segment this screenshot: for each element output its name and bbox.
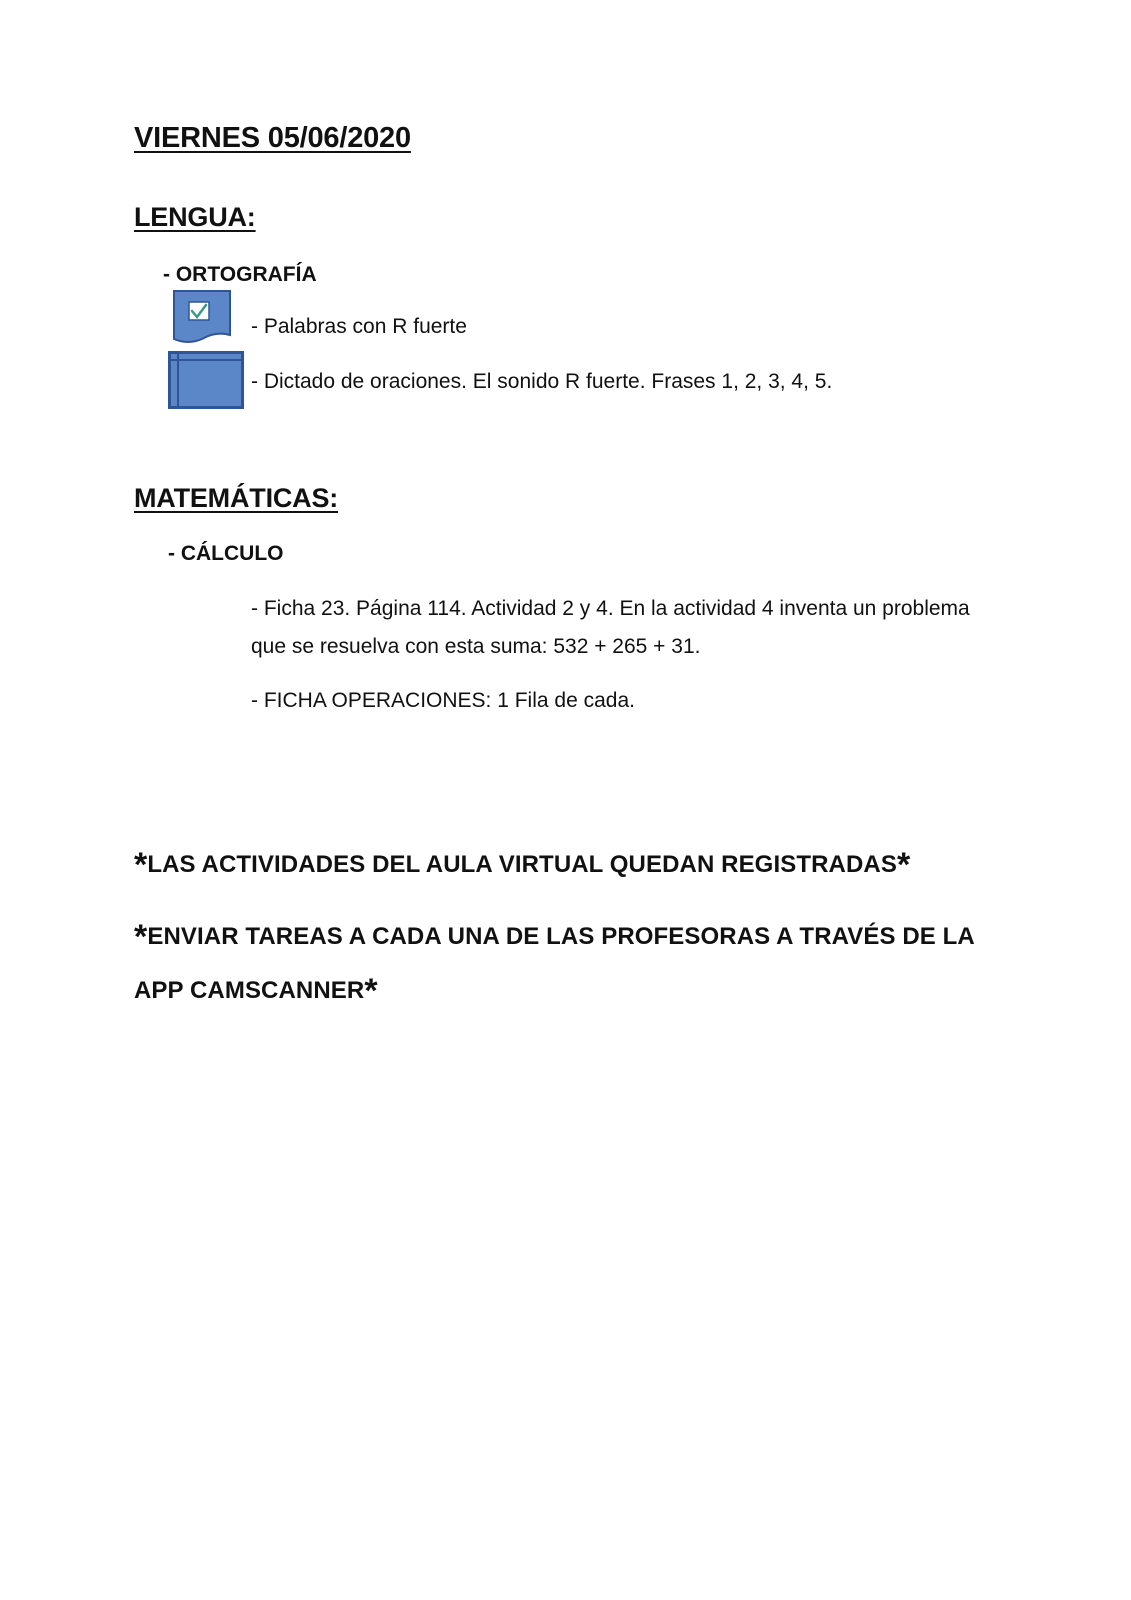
asterisk: * [134, 918, 148, 956]
notebook-icon [168, 351, 244, 409]
notice-text: LAS ACTIVIDADES DEL AULA VIRTUAL QUEDAN REGISTRADAS [147, 851, 897, 878]
lengua-heading: LENGUA: [134, 202, 256, 232]
lengua-subheading: - ORTOGRAFÍA [163, 263, 317, 286]
matematicas-heading: MATEMÁTICAS: [134, 483, 339, 513]
lengua-item-1: - Palabras con R fuerte [251, 315, 467, 338]
lengua-item-2: - Dictado de oraciones. El sonido R fuerte. Frases 1, 2, 3, 4, 5. [251, 370, 833, 393]
page-title: VIERNES 05/06/2020 [134, 122, 411, 154]
asterisk: * [134, 846, 148, 884]
matematicas-item-2: - FICHA OPERACIONES: 1 Fila de cada. [251, 689, 635, 712]
notice-2 [134, 910, 1004, 1018]
notice-text: ENVIAR TAREAS A CADA UNA DE LAS PROFESORAS A TRAVÉS DE LA APP CAMSCANNER [134, 923, 974, 1004]
asterisk: * [896, 846, 911, 884]
asterisk: * [364, 972, 378, 1010]
matematicas-item-1: - Ficha 23. Página 114. Actividad 2 y 4. En la actividad 4 inventa un problema que se resuelva con esta suma: 532 + 265 + 31. [251, 597, 970, 658]
notice-1 [134, 838, 1014, 892]
checkbox-icon [172, 289, 234, 345]
matematicas-subheading: - CÁLCULO [168, 542, 284, 565]
